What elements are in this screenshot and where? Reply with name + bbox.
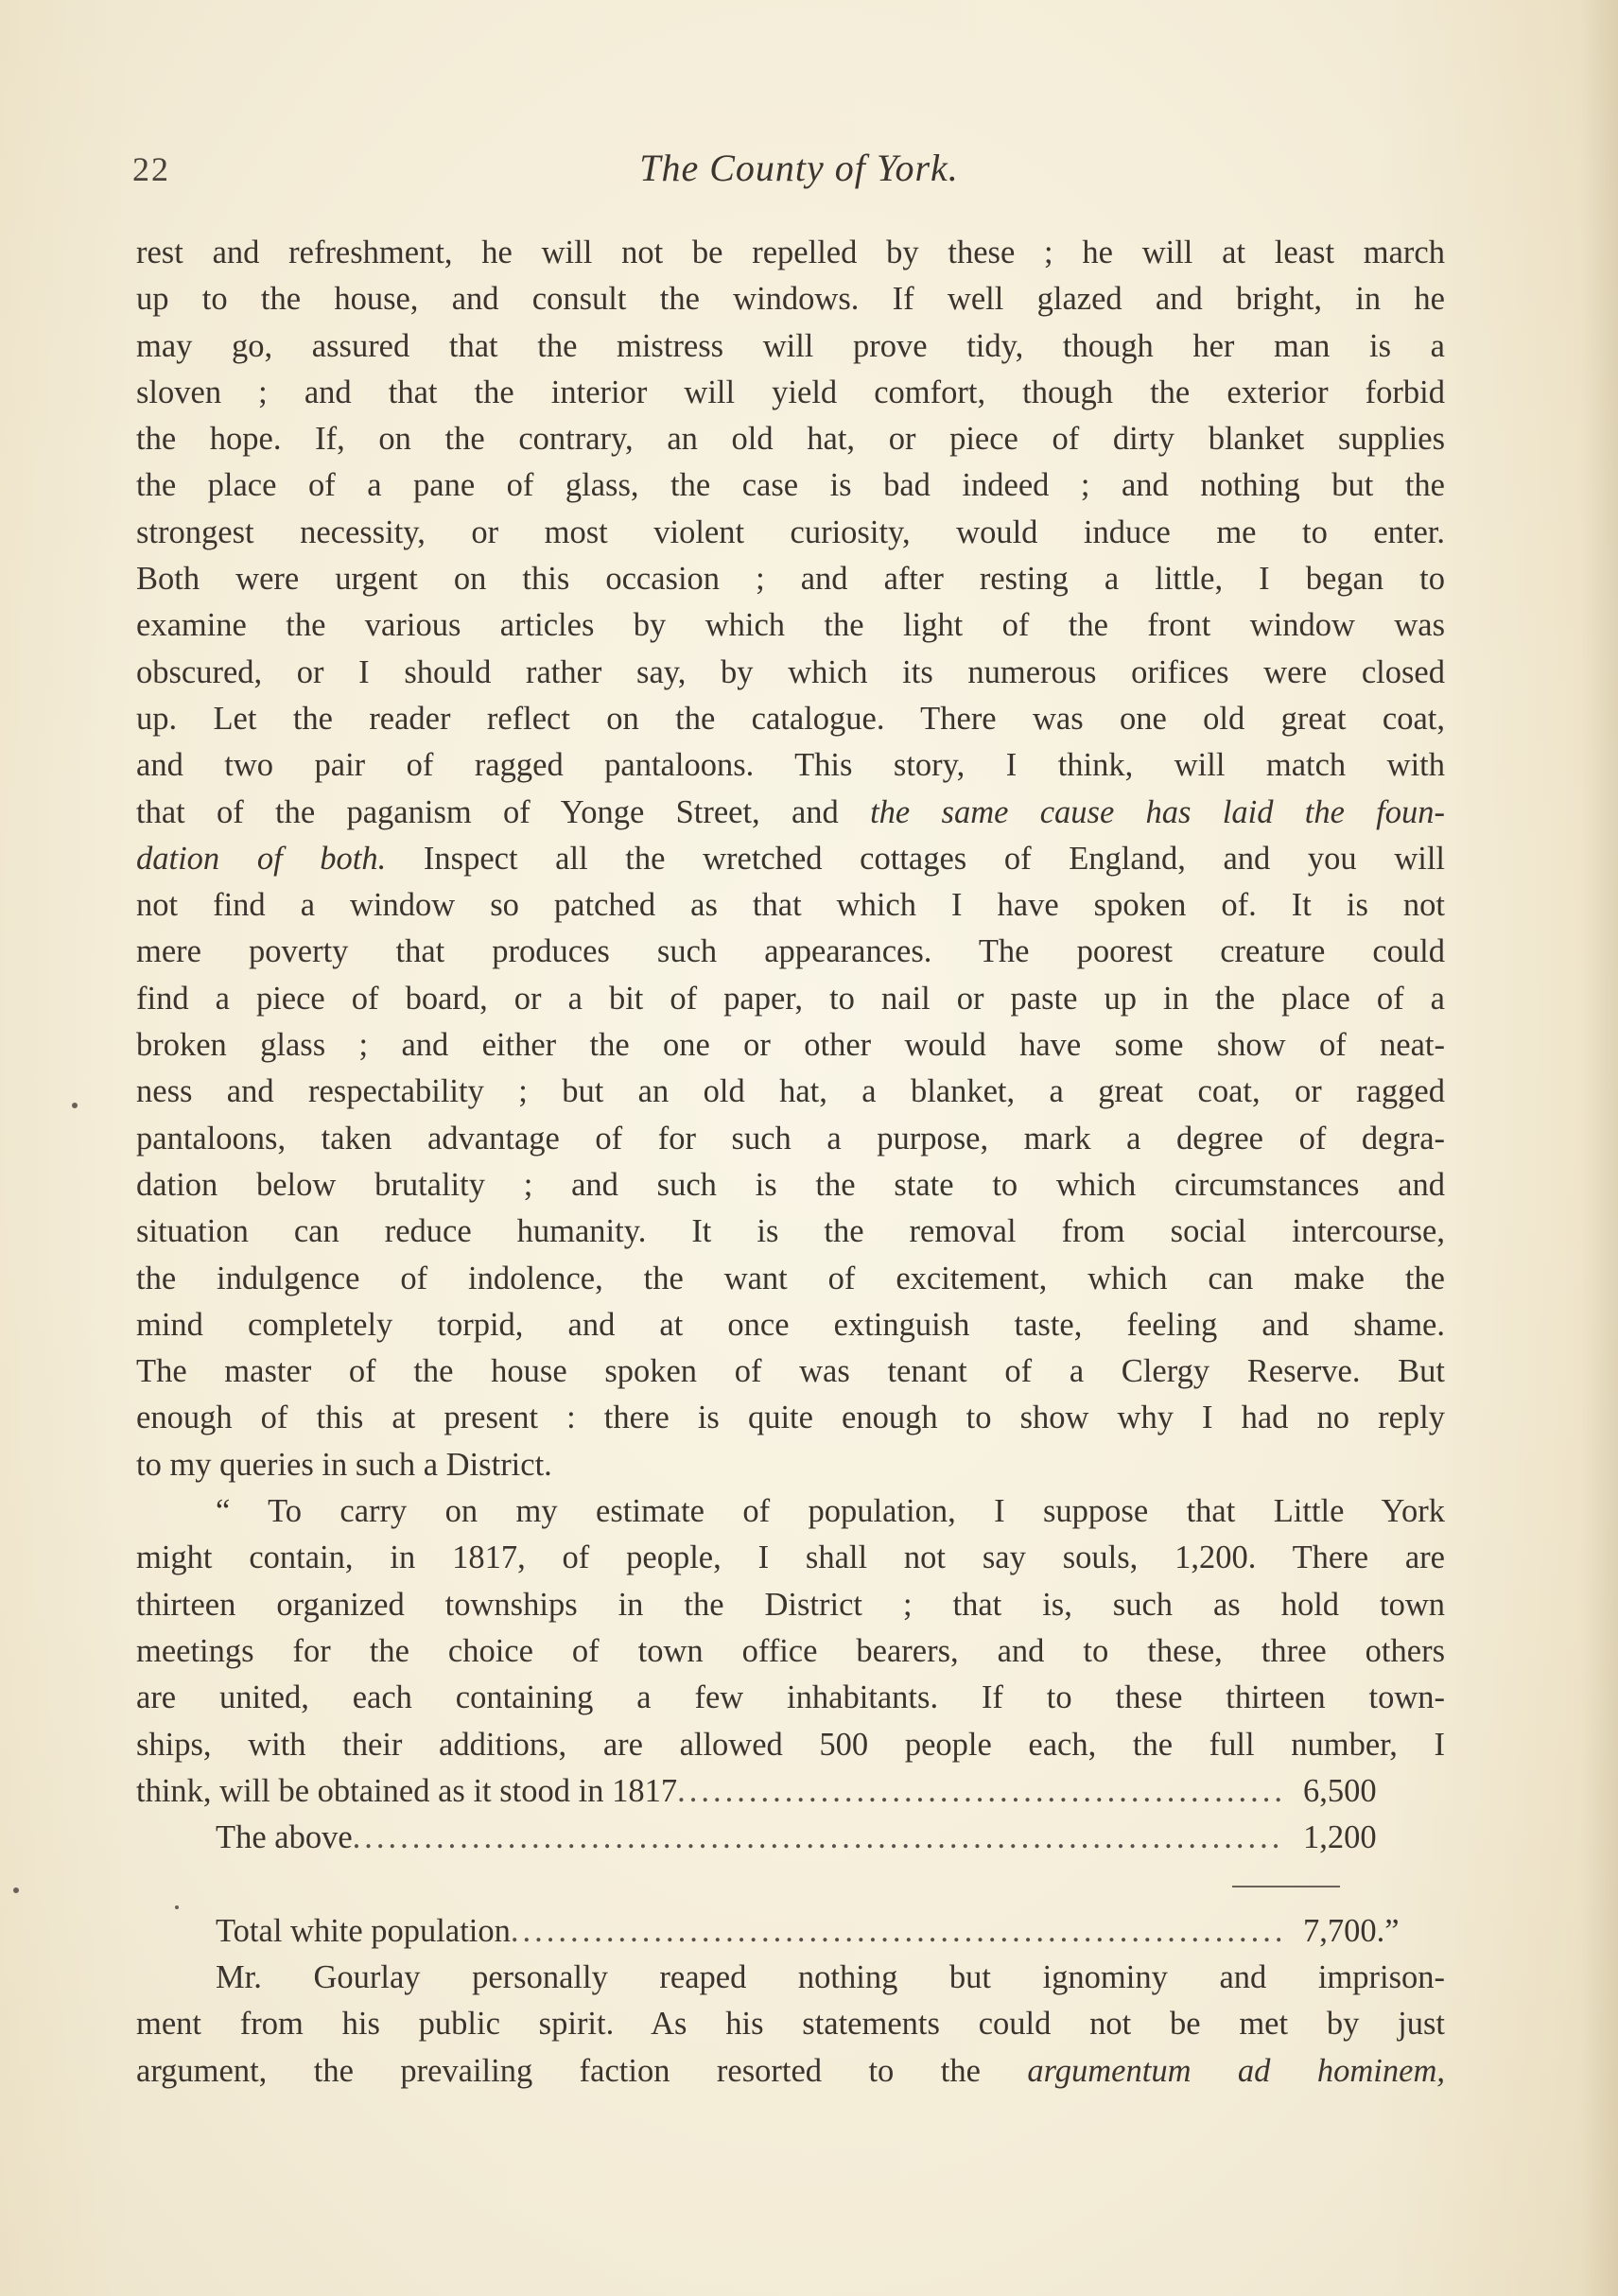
margin-speck <box>175 1905 179 1909</box>
italic-emphasis: argumentum ad hominem, <box>1027 2052 1445 2089</box>
text-line: strongest necessity, or most violent curiosity, would induce me to enter. <box>136 513 1445 550</box>
tally-label: think, will be obtained as it stood in 1817 <box>136 1772 678 1809</box>
text-line: examine the various articles by which the light of the front window was <box>136 607 1445 644</box>
tally-value: 1,200 <box>1303 1819 1377 1856</box>
text-line: obscured, or I should rather say, by which its numerous orifices were closed <box>136 653 1445 690</box>
text-line: dation below brutality ; and such is the state to which circumstances and <box>136 1166 1445 1203</box>
text-segment: that of the paganism of Yonge Street, and <box>136 793 871 830</box>
text-line: the hope. If, on the contrary, an old hat, or piece of dirty blanket supplies <box>136 421 1445 458</box>
text-line: enough of this at present : there is quite enough to show why I had no reply <box>136 1400 1445 1436</box>
text-line-mixed <box>136 836 1445 882</box>
tally-value: 7,700.” <box>1303 1912 1400 1949</box>
text-segment: Inspect all the wretched cottages of England, and you will <box>386 840 1445 877</box>
paragraph-start-line: Mr. Gourlay personally reaped nothing but ignominy and imprison- <box>216 1958 1445 1995</box>
body-text <box>136 230 1445 2095</box>
text-line: find a piece of board, or a bit of paper, to nail or paste up in the place of a <box>136 980 1445 1017</box>
text-line: not find a window so patched as that which I have spoken of. It is not <box>136 887 1445 924</box>
text-line: the place of a pane of glass, the case is bad indeed ; and nothing but the <box>136 467 1445 504</box>
running-head <box>132 149 1466 206</box>
text-line: situation can reduce humanity. It is the removal from social intercourse, <box>136 1213 1445 1250</box>
sum-rule-row <box>136 1861 1445 1907</box>
text-segment: argument, the prevailing faction resorted to the <box>136 2052 1028 2089</box>
text-line: the indulgence of indolence, the want of excitement, which can make the <box>136 1260 1445 1296</box>
text-line: broken glass ; and either the one or other would have some show of neat- <box>136 1027 1445 1064</box>
text-line: sloven ; and that the interior will yield comfort, though the exterior forbid <box>136 374 1445 410</box>
paragraph-start-line: “ To carry on my estimate of population, I suppose that Little York <box>216 1493 1445 1530</box>
tally-value: 6,500 <box>1303 1772 1377 1809</box>
page-number: 22 <box>132 150 170 188</box>
text-line: thirteen organized townships in the District ; that is, such as hold town <box>136 1586 1445 1623</box>
text-line: may go, assured that the mistress will prove tidy, though her man is a <box>136 327 1445 364</box>
text-line: up to the house, and consult the windows. If well glazed and bright, in he <box>136 281 1445 318</box>
text-line: The master of the house spoken of was tenant of a Clergy Reserve. But <box>136 1353 1445 1390</box>
margin-speck <box>72 1103 78 1108</box>
tally-label: The above <box>216 1819 353 1856</box>
dot-leader <box>353 1815 1280 1861</box>
text-line: and two pair of ragged pantaloons. This story, I think, will match with <box>136 747 1445 784</box>
running-title: The County of York. <box>639 147 959 189</box>
text-line: are united, each containing a few inhabitants. If to these thirteen town- <box>136 1679 1445 1716</box>
italic-emphasis: dation of both. <box>136 840 387 877</box>
text-line: rest and refreshment, he will not be repelled by these ; he will at least march <box>136 235 1445 270</box>
text-line: mere poverty that produces such appearances. The poorest creature could <box>136 933 1445 970</box>
text-line: ment from his public spirit. As his statements could not be met by just <box>136 2006 1445 2043</box>
text-line: up. Let the reader reflect on the catalogue. There was one old great coat, <box>136 700 1445 737</box>
tally-row-total <box>136 1908 1445 1955</box>
paragraph-end-line: to my queries in such a District. <box>136 1446 552 1483</box>
text-line: meetings for the choice of town office bearers, and to these, three others <box>136 1632 1445 1669</box>
dot-leader <box>511 1908 1280 1955</box>
sum-rule <box>1232 1886 1340 1887</box>
text-line-mixed <box>136 790 1445 836</box>
italic-emphasis: the same cause has laid the foun- <box>870 793 1446 830</box>
text-line: pantaloons, taken advantage of for such a purpose, mark a degree of degra- <box>136 1120 1445 1157</box>
tally-row-1817 <box>136 1768 1445 1815</box>
text-line: ness and respectability ; but an old hat, a blanket, a great coat, or ragged <box>136 1073 1445 1110</box>
page-edge-shadow <box>1580 0 1618 2296</box>
text-line: ships, with their additions, are allowed 500 people each, the full number, I <box>136 1726 1445 1763</box>
tally-label: Total white population <box>216 1912 511 1949</box>
dot-leader <box>677 1768 1280 1815</box>
margin-speck <box>13 1887 19 1893</box>
tally-row-above <box>136 1815 1445 1861</box>
text-line: Both were urgent on this occasion ; and after resting a little, I began to <box>136 561 1445 598</box>
text-line: might contain, in 1817, of people, I shall not say souls, 1,200. There are <box>136 1539 1445 1576</box>
text-line: mind completely torpid, and at once extinguish taste, feeling and shame. <box>136 1306 1445 1343</box>
text-line-mixed <box>136 2048 1445 2095</box>
